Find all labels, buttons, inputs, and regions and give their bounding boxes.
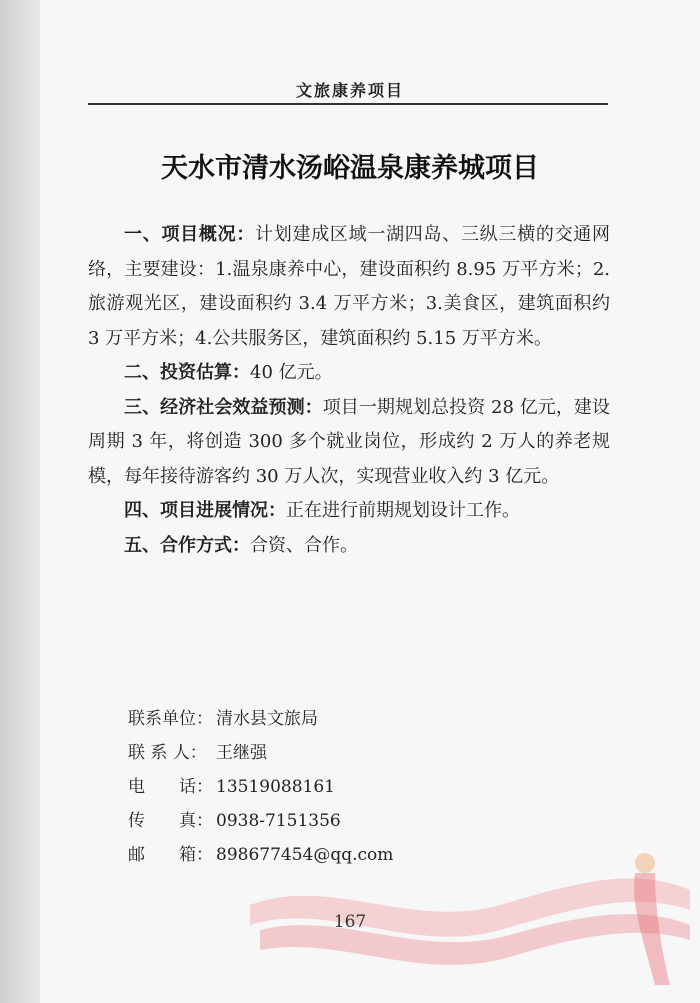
contact-phone: [128, 770, 528, 804]
contact-key: 联系单位：: [128, 709, 213, 729]
contact-fax: [128, 804, 528, 838]
project-description: [88, 218, 610, 563]
section-cooperation: [88, 529, 610, 564]
section-label: 一、项目概况：: [124, 224, 256, 245]
section-text: 正在进行前期规划设计工作。: [286, 500, 520, 521]
contact-unit: [128, 702, 528, 736]
section-label: 三、经济社会效益预测：: [124, 396, 323, 418]
section-text: 40 亿元。: [250, 362, 333, 383]
contact-key: 邮 箱：: [128, 845, 213, 865]
section-progress: [88, 494, 610, 529]
contact-person: [128, 736, 528, 770]
section-overview: [88, 218, 610, 356]
section-investment: [88, 356, 610, 391]
section-label: 五、合作方式：: [124, 534, 250, 556]
header-divider: [88, 103, 608, 105]
section-text: 合资、合作。: [250, 534, 358, 556]
section-benefits: [88, 391, 610, 495]
contact-value: 0938-7151356: [216, 811, 341, 831]
contact-value: 898677454@qq.com: [216, 845, 394, 865]
contact-value: 王继强: [216, 743, 267, 763]
section-text: 计划建成区域一湖四岛、三纵三横的交通网络，主要建设：1.温泉康养中心，建设面积约 8.95 万平方米；2.旅游观光区，建设面积约 3.4 万平方米；3.美食区，建筑面积约 3 万平方米；4.公共服务区，建筑面积约 5.15 万平方米。: [88, 224, 611, 349]
contact-key: 联 系 人：: [128, 743, 207, 763]
contact-value: 清水县文旅局: [216, 709, 318, 729]
section-text: 项目一期规划总投资 28 亿元，建设周期 3 年，将创造 300 多个就业岗位，形成约 2 万人的养老规模，每年接待游客约 30 万人次，实现营业收入约 3 亿元。: [88, 396, 610, 487]
contact-key: 电 话：: [128, 777, 213, 797]
section-label: 二、投资估算：: [124, 362, 250, 383]
page-number: 167: [333, 912, 367, 932]
contact-key: 传 真：: [128, 811, 213, 831]
contact-value: 13519088161: [216, 777, 335, 797]
section-label: 四、项目进展情况：: [124, 500, 286, 521]
document-title: 天水市清水汤峪温泉康养城项目: [161, 153, 539, 184]
running-header: 文旅康养项目: [295, 81, 404, 100]
